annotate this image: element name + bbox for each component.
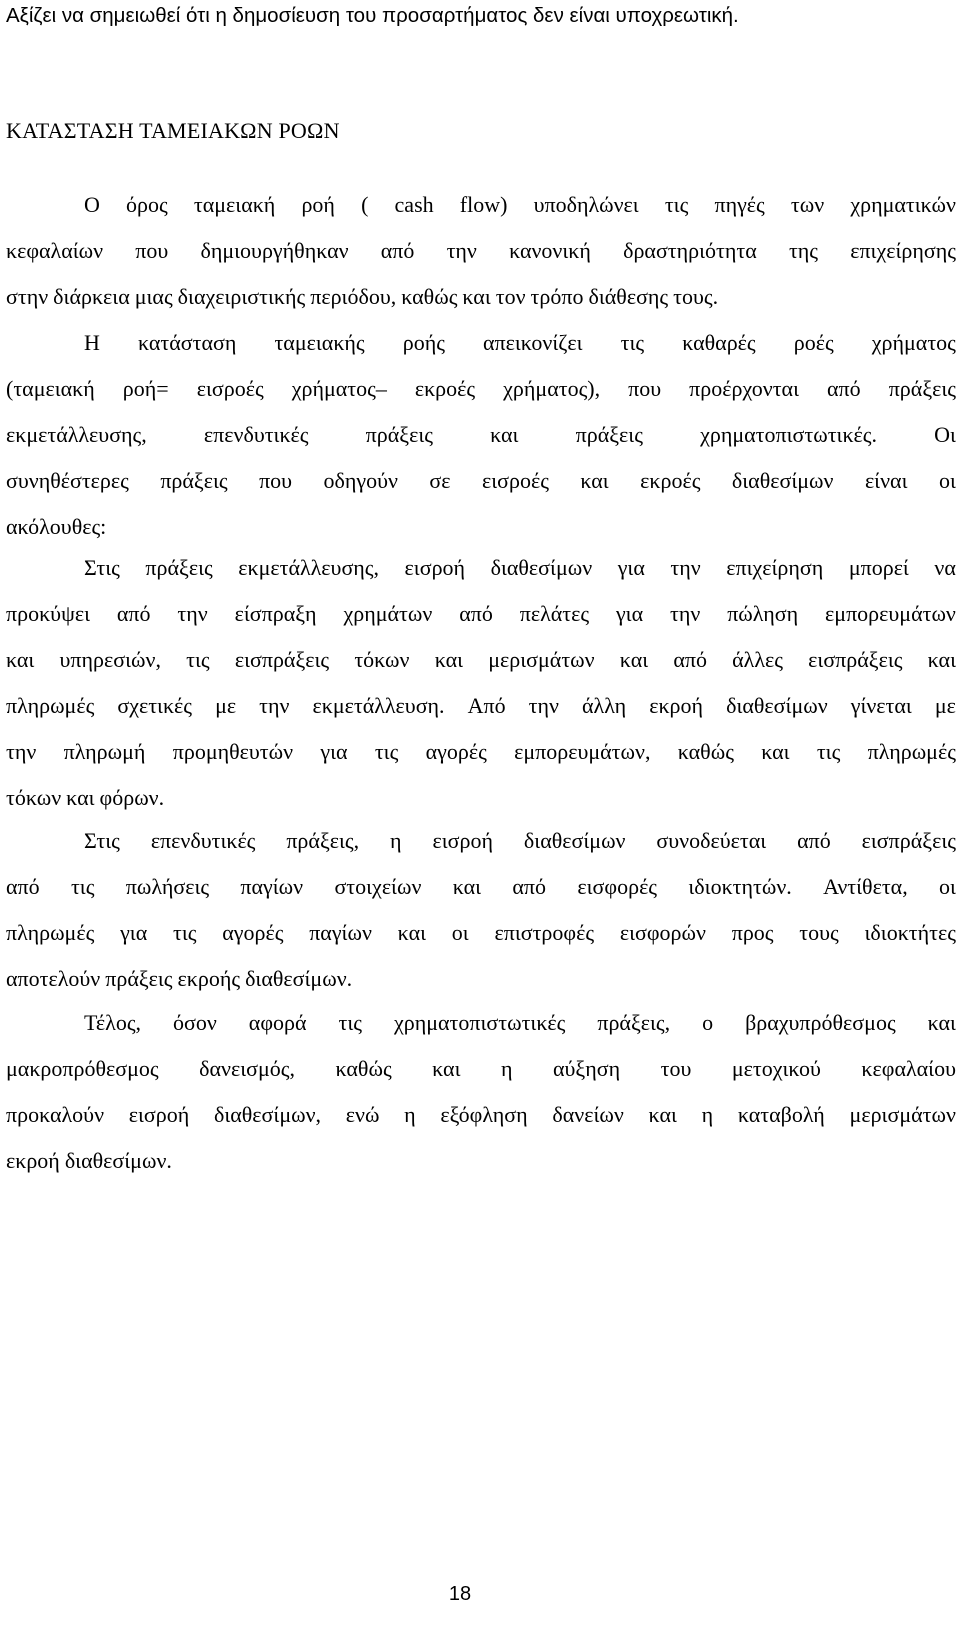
word: από [380, 238, 415, 263]
word: δανείων [552, 1102, 624, 1127]
word: την [528, 693, 559, 718]
word: χρήματος), [503, 376, 601, 401]
paragraph-line [6, 591, 956, 637]
word: τις [620, 330, 645, 355]
word: για [617, 555, 645, 580]
word: διαθεσίμων [490, 555, 593, 580]
paragraph-line [6, 1046, 956, 1092]
word: Στις [84, 828, 120, 853]
word: χρημάτων [343, 601, 433, 626]
word: πληρωμές [867, 739, 956, 764]
paragraph-line [6, 412, 956, 458]
word: όσον [173, 1010, 217, 1035]
paragraph-line [6, 366, 956, 412]
word: Αντίθετα, [823, 874, 908, 899]
paragraph-line [6, 637, 956, 683]
word: καθώς [677, 739, 734, 764]
word: υποδηλώνει [533, 192, 639, 217]
word: πληρωμές [6, 920, 95, 945]
word: συνοδεύεται [656, 828, 767, 853]
word: εκμετάλλευσης, [6, 422, 147, 447]
word: αποτελούν [6, 966, 101, 991]
word: είσπραξη [234, 601, 317, 626]
word: την [446, 238, 477, 263]
word: Η [84, 330, 100, 355]
word: πληρωμή [63, 739, 146, 764]
word: μερισμάτων [488, 647, 595, 672]
word: για [320, 739, 348, 764]
word: ροή [301, 192, 335, 217]
word: την [259, 693, 290, 718]
word: πράξεις [145, 555, 213, 580]
word: η [390, 828, 402, 853]
word: των [790, 192, 825, 217]
paragraph-line [6, 864, 956, 910]
word: εισπράξεις [234, 647, 330, 672]
word: την [177, 601, 208, 626]
word: κεφαλαίου [861, 1056, 956, 1081]
word: ακόλουθες: [6, 514, 107, 539]
word: Τέλος, [84, 1010, 142, 1035]
word: χρηματικών [850, 192, 956, 217]
word: κεφαλαίων [6, 238, 104, 263]
word: από [512, 874, 547, 899]
word: περιόδου, [310, 284, 397, 309]
word: εκροές [640, 468, 701, 493]
word: στοιχείων [334, 874, 422, 899]
word: τόκων [6, 785, 62, 810]
word: η [701, 1102, 714, 1127]
paragraph-line [6, 729, 956, 775]
word: του [660, 1056, 692, 1081]
word: συνηθέστερες [6, 468, 129, 493]
paragraph-line [6, 545, 956, 591]
paragraph-line [6, 274, 956, 320]
word: οι [938, 468, 956, 493]
word: καθώς [335, 1056, 392, 1081]
word: και [490, 422, 519, 447]
word: διάρκεια [53, 284, 130, 309]
word: άλλη [582, 693, 627, 718]
word: τις [664, 192, 689, 217]
word: διάθεσης [588, 284, 669, 309]
word: μιας [134, 284, 173, 309]
word: ροή= [122, 376, 169, 401]
word: προμηθευτών [172, 739, 294, 764]
word: Από [467, 693, 506, 718]
word: πώληση [727, 601, 799, 626]
word: εισροή [404, 555, 466, 580]
word: και [462, 284, 491, 309]
word: υπηρεσιών, [59, 647, 161, 672]
word: πράξεις, [597, 1010, 671, 1035]
word: φόρων. [99, 785, 165, 810]
paragraph-3 [6, 545, 956, 821]
word: ταμειακής [274, 330, 365, 355]
word: επιχείρηση [726, 555, 824, 580]
word: βραχυπρόθεσμος [745, 1010, 896, 1035]
word: αφορά [248, 1010, 307, 1035]
word: οδηγούν [323, 468, 398, 493]
word: εισπράξεις [808, 647, 903, 672]
word: για [120, 920, 148, 945]
word: και [432, 1056, 461, 1081]
word: flow) [459, 192, 508, 217]
paragraph-5 [6, 1000, 956, 1184]
word: τους [799, 920, 839, 945]
word: εισφορές [577, 874, 658, 899]
word: πωλήσεις [125, 874, 210, 899]
word: προκαλούν [6, 1102, 105, 1127]
word: καθαρές [682, 330, 756, 355]
word: η [404, 1102, 416, 1127]
word: κατάσταση [137, 330, 237, 355]
word: τον [495, 284, 526, 309]
word: εμπορευμάτων, [514, 739, 651, 764]
word: μερισμάτων [849, 1102, 956, 1127]
word: ταμειακή [193, 192, 276, 217]
word: σχετικές [117, 693, 193, 718]
paragraph-2 [6, 320, 956, 550]
word: δημιουργήθηκαν [200, 238, 349, 263]
word: η [501, 1056, 513, 1081]
word: και [648, 1102, 677, 1127]
paragraph-line [6, 683, 956, 729]
word: μετοχικού [731, 1056, 821, 1081]
word: πράξεις [888, 376, 956, 401]
word: γίνεται [850, 693, 912, 718]
word: εισπράξεις [861, 828, 956, 853]
word: Στις [84, 555, 120, 580]
word: πράξεις [575, 422, 643, 447]
word: (ταμειακή [6, 376, 95, 401]
word: προκύψει [6, 601, 90, 626]
word: πράξεις [105, 966, 173, 991]
word: εξόφληση [440, 1102, 528, 1127]
word: διαθεσίμων. [245, 966, 353, 991]
word: και [619, 647, 649, 672]
word: από [673, 647, 707, 672]
word: παγίων [309, 920, 372, 945]
word: τις [70, 874, 95, 899]
word: απεικονίζει [483, 330, 583, 355]
word: είναι [864, 468, 908, 493]
word: επιστροφές [494, 920, 595, 945]
word: αγορές [425, 739, 487, 764]
word: εισροές [481, 468, 549, 493]
word: διαθεσίμων. [64, 1148, 172, 1173]
word: διαθεσίμων [523, 828, 626, 853]
paragraph-line [6, 458, 956, 504]
word: ιδιοκτήτες [864, 920, 956, 945]
word: ροές [793, 330, 834, 355]
word: καταβολή [737, 1102, 825, 1127]
word: διαθεσίμων [731, 468, 834, 493]
word: τις [338, 1010, 362, 1035]
top-note: Αξίζει να σημειωθεί ότι η δημοσίευση του προσαρτήματος δεν είναι υποχρεωτική. [6, 4, 739, 27]
word: εκμετάλλευσης, [238, 555, 380, 580]
word: να [934, 555, 956, 580]
word: διαθεσίμων, [213, 1102, 322, 1127]
word: Οι [934, 422, 956, 447]
word: από [459, 601, 493, 626]
word: πηγές [714, 192, 765, 217]
word: και [761, 739, 790, 764]
word: άλλες [732, 647, 783, 672]
paragraph-line [6, 1000, 956, 1046]
word: και [927, 1010, 956, 1035]
word: δανεισμός, [199, 1056, 295, 1081]
word: και [66, 785, 95, 810]
word: όρος [126, 192, 168, 217]
word: επενδυτικές [150, 828, 256, 853]
word: την [670, 601, 701, 626]
paragraph-line [6, 182, 956, 228]
word: αύξηση [553, 1056, 621, 1081]
word: από [6, 874, 40, 899]
paragraph-line [6, 320, 956, 366]
section-heading: ΚΑΤΑΣΤΑΣΗ ΤΑΜΕΙΑΚΩΝ ΡΟΩΝ [6, 118, 340, 143]
word: cash [394, 192, 434, 217]
word: από [116, 601, 151, 626]
word: την [6, 739, 37, 764]
word: χρήματος– [291, 376, 387, 401]
word: και [927, 647, 956, 672]
word: και [580, 468, 609, 493]
word: ( [361, 192, 369, 217]
word: με [215, 693, 237, 718]
word: με [934, 693, 956, 718]
word: που [628, 376, 662, 401]
word: και [6, 647, 35, 672]
paragraph-line [6, 1092, 956, 1138]
word: στην [6, 284, 49, 309]
word: μακροπρόθεσμος [6, 1056, 159, 1081]
word: πράξεις [160, 468, 228, 493]
word: επιχείρησης [850, 238, 956, 263]
word: ενώ [345, 1102, 380, 1127]
word: που [259, 468, 293, 493]
word: μπορεί [848, 555, 909, 580]
word: προέρχονται [689, 376, 799, 401]
word: την [670, 555, 701, 580]
paragraph-line [6, 956, 956, 1002]
word: διαχειριστικής [177, 284, 306, 309]
word: τόκων [354, 647, 410, 672]
word: εκροής [177, 966, 241, 991]
paragraph-line [6, 910, 956, 956]
page-number: 18 [448, 1583, 472, 1605]
word: ιδιοκτητών. [688, 874, 792, 899]
word: εισροές [196, 376, 264, 401]
word: χρηματοπιστωτικές [393, 1010, 566, 1035]
word: κανονική [509, 238, 591, 263]
word: της [788, 238, 819, 263]
word: εισροή [432, 828, 493, 853]
word: τις [186, 647, 210, 672]
word: εισφορών [619, 920, 706, 945]
word: καθώς [401, 284, 458, 309]
paragraph-line [6, 775, 956, 821]
word: τους. [673, 284, 719, 309]
word: χρήματος [871, 330, 956, 355]
word: εκροή [6, 1148, 60, 1173]
word: και [452, 874, 482, 899]
paragraph-line [6, 228, 956, 274]
word: που [135, 238, 169, 263]
word: εκμετάλλευση. [312, 693, 445, 718]
word: πράξεις, [286, 828, 360, 853]
word: οι [939, 874, 956, 899]
word: επενδυτικές [203, 422, 309, 447]
word: οι [451, 920, 469, 945]
word: εμπορευμάτων [825, 601, 956, 626]
word: ο [702, 1010, 714, 1035]
word: προς [731, 920, 774, 945]
word: και [434, 647, 464, 672]
word: από [797, 828, 831, 853]
word: εκροή [649, 693, 704, 718]
word: παγίων [240, 874, 304, 899]
word: πληρωμές [6, 693, 95, 718]
paragraph-line [6, 818, 956, 864]
word: τις [374, 739, 399, 764]
word: και [397, 920, 427, 945]
word: από [827, 376, 861, 401]
paragraph-4 [6, 818, 956, 1002]
word: ροής [402, 330, 445, 355]
word: πελάτες [519, 601, 590, 626]
word: δραστηριότητα [623, 238, 757, 263]
word: σε [429, 468, 451, 493]
word: χρηματοπιστωτικές. [700, 422, 877, 447]
word: τρόπο [530, 284, 584, 309]
paragraph-line [6, 1138, 956, 1184]
word: για [615, 601, 644, 626]
word: εκροές [414, 376, 476, 401]
word: εισροή [128, 1102, 190, 1127]
word: τις [173, 920, 197, 945]
paragraph-1 [6, 182, 956, 320]
word: αγορές [222, 920, 284, 945]
word: διαθεσίμων [726, 693, 828, 718]
paragraph-line [6, 504, 956, 550]
word: Ο [84, 192, 100, 217]
word: τις [816, 739, 841, 764]
word: πράξεις [365, 422, 433, 447]
